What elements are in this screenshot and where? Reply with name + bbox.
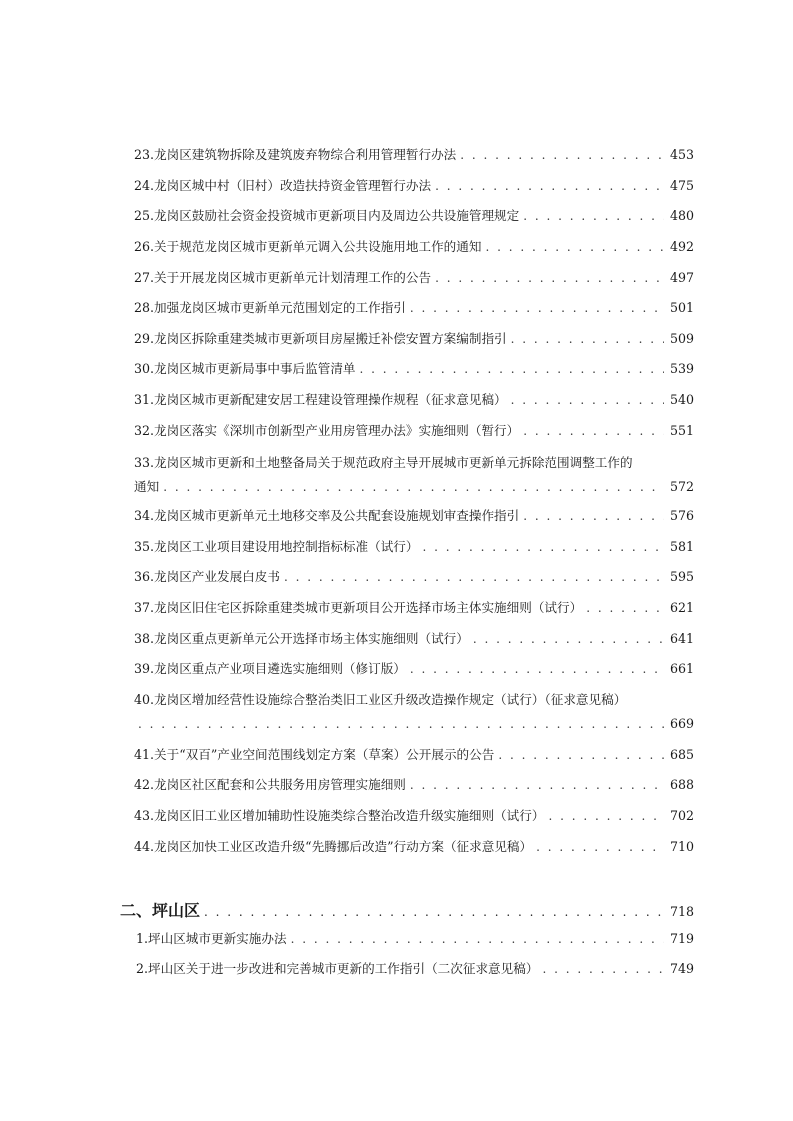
toc-entry-37[interactable]: 37.龙岗区旧住宅区拆除重建类城市更新项目公开选择市场主体实施细则（试行） . . . 621 (134, 600, 694, 616)
toc-entry-30[interactable]: 30.龙岗区城市更新局事中事后监管清单 . . . 539 (134, 361, 694, 377)
dot-leader (410, 661, 664, 677)
dot-leader (163, 479, 664, 495)
toc-entry-34[interactable]: 34.龙岗区城市更新单元土地移交率及公共配套设施规划审查操作指引 . . . 576 (134, 508, 694, 524)
toc-entry-39[interactable]: 39.龙岗区重点产业项目遴选实施细则（修订版） . . . 661 (134, 661, 694, 677)
toc-entry-33[interactable]: 通知 . . . 572 (134, 479, 694, 495)
dot-leader (473, 631, 664, 647)
dot-leader (423, 539, 665, 555)
dot-leader (284, 569, 664, 585)
dot-leader (410, 300, 664, 316)
toc-entry-38[interactable]: 38.龙岗区重点更新单元公开选择市场主体实施细则（试行） . . . 641 (134, 631, 694, 647)
toc-entry-40[interactable]: . . . 669 (134, 716, 694, 732)
dot-leader (548, 808, 664, 824)
toc-section-pingshan[interactable]: 二、坪山区 . . . 718 (120, 898, 694, 921)
dot-leader (435, 270, 664, 286)
dot-leader (511, 331, 664, 347)
dot-leader (511, 392, 664, 408)
dot-leader (523, 508, 664, 524)
toc-subentry-2[interactable]: 2.坪山区关于进一步改进和完善城市更新的工作指引（二次征求意见稿） . . . 749 (136, 961, 694, 977)
dot-leader (435, 178, 664, 194)
toc-entry-33-line1[interactable]: 33.龙岗区城市更新和土地整备局关于规范政府主导开展城市更新单元拆除范围调整工作的 (134, 455, 633, 470)
toc-entry-26[interactable]: 26.关于规范龙岗区城市更新单元调入公共设施用地工作的通知 . . . 492 (134, 239, 694, 255)
dot-leader (291, 931, 664, 947)
toc-subentry-1[interactable]: 1.坪山区城市更新实施办法 . . . 719 (136, 931, 694, 947)
toc-entry-31[interactable]: 31.龙岗区城市更新配建安居工程建设管理操作规程（征求意见稿） . . . 540 (134, 392, 694, 408)
toc-entry-43[interactable]: 43.龙岗区旧工业区增加辅助性设施类综合整治改造升级实施细则（试行） . . . 702 (134, 808, 694, 824)
dot-leader (586, 600, 664, 616)
toc-entry-41[interactable]: 41.关于“双百”产业空间范围线划定方案（草案）公开展示的公告 . . . 685 (134, 747, 694, 763)
dot-leader (410, 777, 664, 793)
toc-entry-25[interactable]: 25.龙岗区鼓励社会资金投资城市更新项目内及周边公共设施管理规定 . . . 480 (134, 208, 694, 224)
toc-entry-27[interactable]: 27.关于开展龙岗区城市更新单元计划清理工作的公告 . . . 497 (134, 270, 694, 286)
toc-entry-40-line1[interactable]: 40.龙岗区增加经营性设施综合整治类旧工业区升级改造操作规定（试行）（征求意见稿） (134, 692, 627, 707)
dot-leader (536, 839, 664, 855)
toc-entry-44[interactable]: 44.龙岗区加快工业区改造升级“先腾挪后改造”行动方案（征求意见稿） . . . 710 (134, 839, 694, 855)
toc-entry-32[interactable]: 32.龙岗区落实《深圳市创新型产业用房管理办法》实施细则（暂行） . . . 551 (134, 423, 694, 439)
toc-entry-36[interactable]: 36.龙岗区产业发展白皮书 . . . 595 (134, 569, 694, 585)
dot-leader (460, 147, 664, 163)
dot-leader (360, 361, 664, 377)
dot-leader (498, 747, 664, 763)
dot-leader (204, 905, 664, 919)
toc-entry-29[interactable]: 29.龙岗区拆除重建类城市更新项目房屋搬迁补偿安置方案编制指引 . . . 509 (134, 331, 694, 347)
toc-entry-23[interactable]: 23.龙岗区建筑物拆除及建筑废弃物综合利用管理暂行办法 . . . 453 (134, 147, 694, 163)
toc-entry-28[interactable]: 28.加强龙岗区城市更新单元范围划定的工作指引 . . . 501 (134, 300, 694, 316)
dot-leader (138, 716, 664, 732)
dot-leader (523, 208, 664, 224)
dot-leader (542, 961, 664, 977)
dot-leader (523, 423, 664, 439)
toc-entry-35[interactable]: 35.龙岗区工业项目建设用地控制指标标准（试行） . . . 581 (134, 539, 694, 555)
toc-entry-24[interactable]: 24.龙岗区城中村（旧村）改造扶持资金管理暂行办法 . . . 475 (134, 178, 694, 194)
toc-entry-42[interactable]: 42.龙岗区社区配套和公共服务用房管理实施细则 . . . 688 (134, 777, 694, 793)
dot-leader (485, 239, 664, 255)
